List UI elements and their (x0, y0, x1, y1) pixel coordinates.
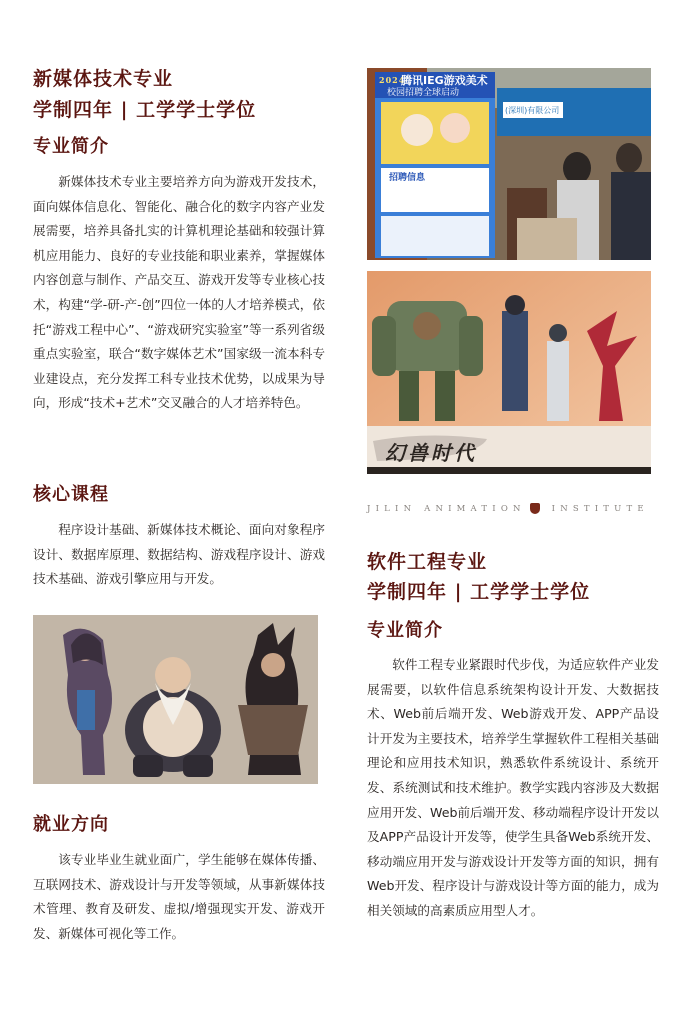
software-intro-heading: 专业简介 (367, 620, 443, 641)
institute-crest-icon (530, 503, 540, 514)
game-artwork-image (367, 271, 651, 474)
institute-footer-line (367, 503, 657, 514)
poster-subtitle: 校园招聘全球启动 (387, 88, 460, 98)
character-artwork-image (33, 615, 318, 784)
institute-name-left: JILIN ANIMATION (367, 503, 526, 514)
new-media-major-title: 新媒体技术专业 (33, 68, 174, 90)
poster-recruit-label: 招聘信息 (389, 173, 426, 183)
poster-title: 腾讯IEG游戏美术 (401, 74, 488, 87)
career-text: 该专业毕业生就业面广，学生能够在媒体传播、互联网技术、游戏设计与开发等领域，从事新媒体技术管理、教育及研发、虚拟/增强现实开发、游戏开发、新媒体可视化等工作。 (33, 852, 325, 941)
new-media-degree: 学制四年 | 工学学士学位 (33, 99, 257, 121)
poster-year: 2024 (379, 75, 406, 85)
recruitment-event-photo (367, 68, 651, 260)
core-courses-heading: 核心课程 (33, 484, 109, 505)
core-courses-text: 程序设计基础、新媒体技术概论、面向对象程序设计、数据库原理、数据结构、游戏程序设计、游戏技术基础、游戏引擎应用与开发。 (33, 522, 325, 587)
booth-banner-text: (深圳)有限公司 (505, 106, 560, 115)
new-media-intro-text: 新媒体技术专业主要培养方向为游戏开发技术，面向媒体信息化、智能化、融合化的数字内容产业发展需要，培养具备扎实的计算机理论基础和较强计算机应用能力、良好的专业技能和职业素养，掌握媒体内容创意与制作、产品交互、游戏开发等专业核心技术，构建“学-研-产-创”四位一体的人才培养模式，依托“游戏工程中心”、“游戏研究实验室”等一系列省级重点实验室，联合“数字媒体艺术”国家级一流本科专业建设点，充分发挥工科专业技术优势，以成果为导向，形成“技术+艺术”交叉融合的人才培养特色。 (33, 174, 325, 411)
software-major-title: 软件工程专业 (367, 551, 488, 573)
institute-name-right: INSTITUTE (551, 503, 649, 514)
software-degree: 学制四年 | 工学学士学位 (367, 581, 591, 603)
software-intro-text: 软件工程专业紧跟时代步伐，为适应软件产业发展需要，以软件信息系统架构设计开发、大数据技术、Web前后端开发、Web游戏开发、APP产品设计开发为主要技术，培养学生掌握软件工程相关基础理论和应用技术知识，熟悉软件系统设计、系统开发、系统测试和技术维护。教学实践内容涉及大数据应用开发、Web前后端开发、移动端程序设计开发以及APP产品设计开发等，使学生具备Web系统开发、移动端应用开发与游戏设计开发等方面的知识，拥有Web开发、程序设计与游戏设计等方面的能力，成为相关领域的高素质应用型人才。 (367, 657, 659, 918)
new-media-intro-heading: 专业简介 (33, 136, 109, 157)
career-heading: 就业方向 (33, 814, 109, 835)
artwork-caption: 幻兽时代 (385, 441, 477, 465)
